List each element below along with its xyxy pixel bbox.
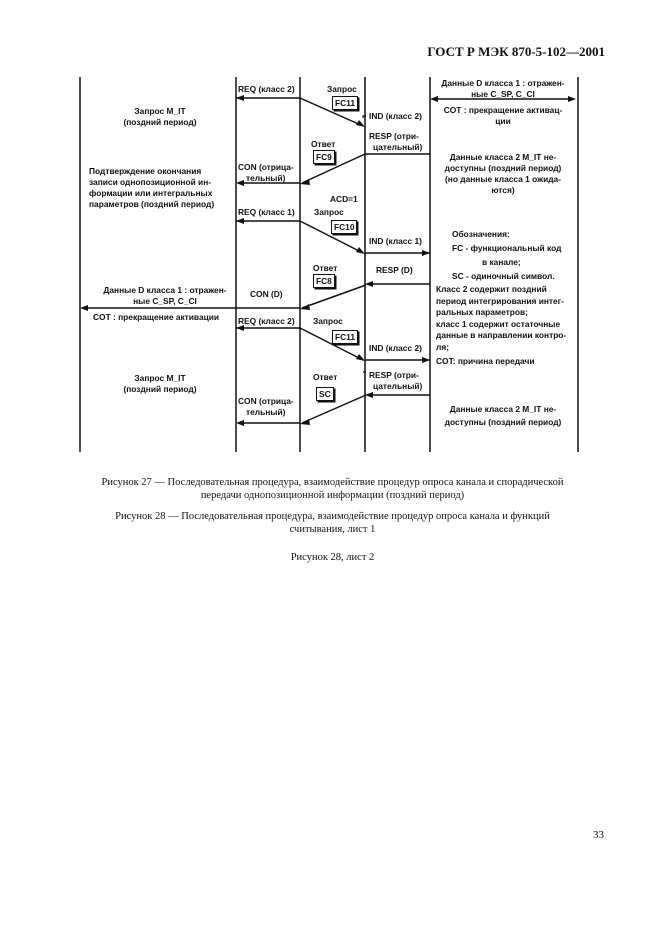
con-negative-label-2: CON (отрица- тельный) — [238, 396, 294, 417]
query-label: Запрос — [313, 316, 343, 326]
cot-note: COT : прекращение активац- ции — [443, 105, 563, 126]
arrowhead — [236, 420, 244, 426]
query-label: Запрос — [314, 207, 344, 217]
query-label: Запрос — [327, 84, 357, 94]
figure-27-caption: Рисунок 27 — Последовательная процедура, взаимодействие процедур опроса канала и спорадической передачи однопозиционной информации (поздний период) — [101, 477, 564, 501]
arrowhead — [300, 179, 310, 185]
fc8-box: FC8 — [313, 274, 335, 288]
sc-box: SC — [316, 387, 334, 401]
arrowhead — [236, 95, 244, 101]
fc11-box-2: FC11 — [332, 330, 358, 344]
req-class1-label: REQ (класс 1) — [238, 207, 295, 217]
legend-note: Обозначения: FC - функциональный код в канале; SC - одиночный символ. — [452, 229, 562, 281]
reply-label: Ответ — [311, 139, 336, 149]
arrowhead — [80, 305, 88, 311]
fc11-box: FC11 — [332, 96, 358, 110]
arrowhead — [365, 392, 373, 398]
standard-header: ГОСТ Р МЭК 870-5-102—2001 — [427, 44, 605, 59]
reply-label: Ответ — [313, 372, 338, 382]
page-number: 33 — [593, 829, 604, 841]
arrowhead — [356, 354, 365, 361]
ind-class2-label: IND (класс 2) — [369, 111, 422, 121]
confirm-note: Подтверждение окончания записи однопозиционной ин- формации или интегральных параметров (поздний период) — [89, 166, 215, 209]
arrowhead — [300, 304, 310, 310]
class-content-note: Класс 2 содержит поздний период интегрирования интег- ральных параметров; класс 1 содержит остаточные данные в направлении контро- ля; COT: причина передачи — [436, 284, 567, 366]
arrowhead — [236, 218, 244, 224]
con-d-label: CON (D) — [250, 289, 283, 299]
left-request-note: Запрос M_IT (поздний период) — [123, 106, 197, 127]
arrowhead — [422, 357, 430, 363]
acd-label: ACD=1 — [330, 194, 358, 204]
con-negative-label: CON (отрица- тельный) — [238, 162, 294, 183]
ind-class2-label-2: IND (класс 2) — [369, 343, 422, 353]
reply-label: Ответ — [313, 263, 338, 273]
resp-negative-label-2: RESP (отри- цательный) — [369, 370, 423, 391]
class2-unavailable-note: Данные класса 2 M_IT не- доступны (поздний период) (но данные класса 1 ожида- ются) — [444, 152, 562, 195]
req-class2-label: REQ (класс 2) — [238, 84, 295, 94]
arrowhead — [365, 281, 373, 287]
left-data-d-note: Данные D класса 1 : отражен- ные C_SP, C_CI — [103, 285, 227, 306]
req-class2-label-2: REQ (класс 2) — [238, 316, 295, 326]
fc9-box: FC9 — [313, 150, 335, 164]
figure-28-caption: Рисунок 28 — Последовательная процедура, взаимодействие процедур опроса канала и функций считывания, лист 1 — [115, 511, 550, 535]
left-request-note-2: Запрос M_IT (поздний период) — [123, 373, 197, 394]
arrowhead — [300, 419, 310, 425]
arrowhead — [422, 250, 430, 256]
arrowhead — [356, 247, 365, 254]
class2-unavailable-note-2: Данные класса 2 M_IT не- доступны (поздний период) — [444, 404, 562, 427]
arrowhead — [356, 120, 365, 127]
ind-class1-label: IND (класс 1) — [369, 236, 422, 246]
data-d-note: Данные D класса 1 : отражен- ные C_SP, C_CI — [441, 78, 565, 99]
left-cot-note: COT : прекращение активации — [93, 312, 220, 322]
resp-negative-label: RESP (отри- цательный) — [369, 131, 423, 152]
resp-d-label: RESP (D) — [376, 265, 413, 275]
figure-28-sheet2-caption: Рисунок 28, лист 2 — [290, 552, 375, 563]
fc10-box: FC10 — [331, 220, 357, 234]
